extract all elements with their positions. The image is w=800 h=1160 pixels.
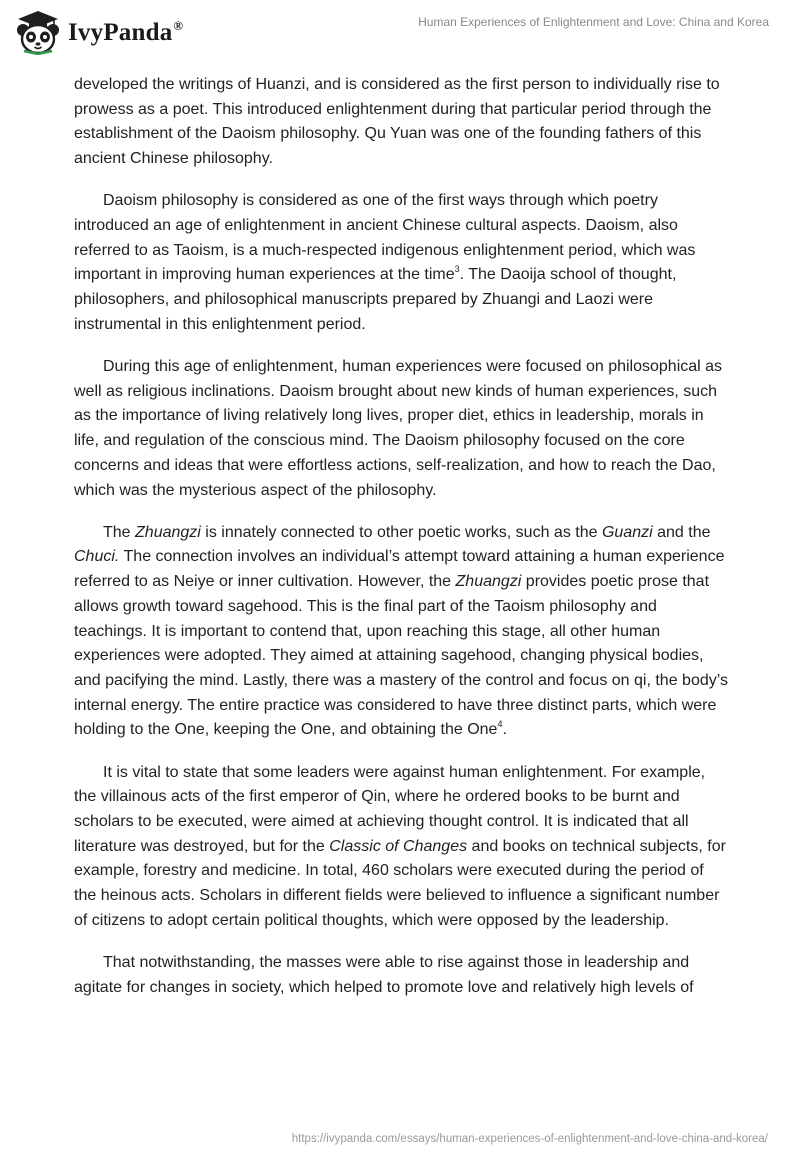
panda-graduate-icon: [14, 9, 62, 55]
paragraph-6: [74, 951, 730, 1000]
paragraph-text: . The Daoija school of thought, philosophers, and philosophical manuscripts prepared by Zhuangi and Laozi were instrumental in this enlightenment period.: [74, 266, 677, 333]
paragraph-1: [74, 73, 730, 172]
document-title: Human Experiences of Enlightenment and Love: China and Korea: [418, 15, 769, 29]
paragraph-text: provides poetic prose that allows growth toward sagehood. This is the final part of the Taoism philosophy and teachings. It is important to contend that, upon reaching this stage, all other human experiences were adopted. They aimed at attaining sagehood, changing physical bodies, and pacifying the mind. Lastly, there was a mastery of the control and focus on qi, the body’s internal energy. The entire practice was considered to have three distinct parts, which were holding to the One, keeping the One, and obtaining the One: [74, 573, 728, 739]
italic-title: Chuci.: [74, 548, 120, 566]
paragraph-text: That notwithstanding, the masses were able to rise against those in leadership and agitate for changes in society, which helped to promote love and relatively high levels of: [74, 954, 694, 996]
paragraph-text: .: [502, 721, 507, 739]
paragraph-text: It is vital to state that some leaders were against human enlightenment. For example, the villainous acts of the first emperor of Qin, where he ordered books to be burnt and scholars to be executed, were aimed at achieving thought control. It is indicated that all literature was destroyed, but for the: [74, 763, 706, 855]
brand-name: [68, 18, 183, 47]
registered-mark: ®: [173, 17, 184, 33]
source-url[interactable]: https://ivypanda.com/essays/human-experiences-of-enlightenment-and-love-china-and-korea/: [291, 1133, 768, 1145]
paragraph-text: The connection involves an individual’s attempt toward attaining a human experience referred to as Neiye or inner cultivation. However, the: [74, 548, 725, 591]
brand-label: IvyPanda: [68, 18, 173, 46]
paragraph-text: and the: [652, 523, 711, 541]
paragraph-text: developed the writings of Huanzi, and is considered as the first person to individually rise to prowess as a poet. This introduced enlightenment during that particular period through the establishment of the Daoism philosophy. Qu Yuan was one of the founding fathers of this ancient Chinese philosophy.: [74, 76, 720, 168]
italic-title: Zhuangzi: [455, 573, 522, 591]
paragraph-4: [74, 521, 730, 743]
paragraph-3: [74, 355, 730, 503]
paragraph-text: The: [103, 523, 136, 541]
paragraph-2: [74, 189, 730, 337]
paragraph-text: Daoism philosophy is considered as one of the first ways through which poetry introduced an age of enlightenment in ancient Chinese cultural aspects. Daoism, also referred to as Taoism, is a much-respected indigenous enlightenment period, which was important in improving human experiences at the time: [74, 192, 696, 284]
italic-title: Zhuangzi: [135, 523, 201, 541]
footnote-ref-4[interactable]: 4: [497, 719, 503, 730]
ivypanda-logo[interactable]: [14, 8, 183, 56]
page-header: [0, 0, 800, 66]
paragraph-5: [74, 761, 730, 934]
paragraph-text: is innately connected to other poetic works, such as the: [200, 523, 602, 541]
paragraph-text: During this age of enlightenment, human experiences were focused on philosophical as well as religious inclinations. Daoism brought about new kinds of human experiences, such as the importance of living relatively long lives, proper diet, ethics in leadership, morals in life, and regulation of the conscious mind. The Daoism philosophy focused on the core concerns and ideas that were effortless actions, self-realization, and how to reach the Dao, which was the mysterious aspect of the philosophy.: [74, 358, 723, 499]
italic-title: Guanzi: [601, 523, 653, 541]
italic-title: Classic of Changes: [329, 837, 468, 855]
footnote-ref-3[interactable]: 3: [454, 264, 460, 275]
essay-body: [74, 73, 730, 1018]
paragraph-text: and books on technical subjects, for example, forestry and medicine. In total, 460 scholars were executed during the period of the heinous acts. Scholars in different fields were believed to influence a significant number of citizens to adopt certain political thoughts, which were opposed by the leadership.: [74, 837, 726, 929]
